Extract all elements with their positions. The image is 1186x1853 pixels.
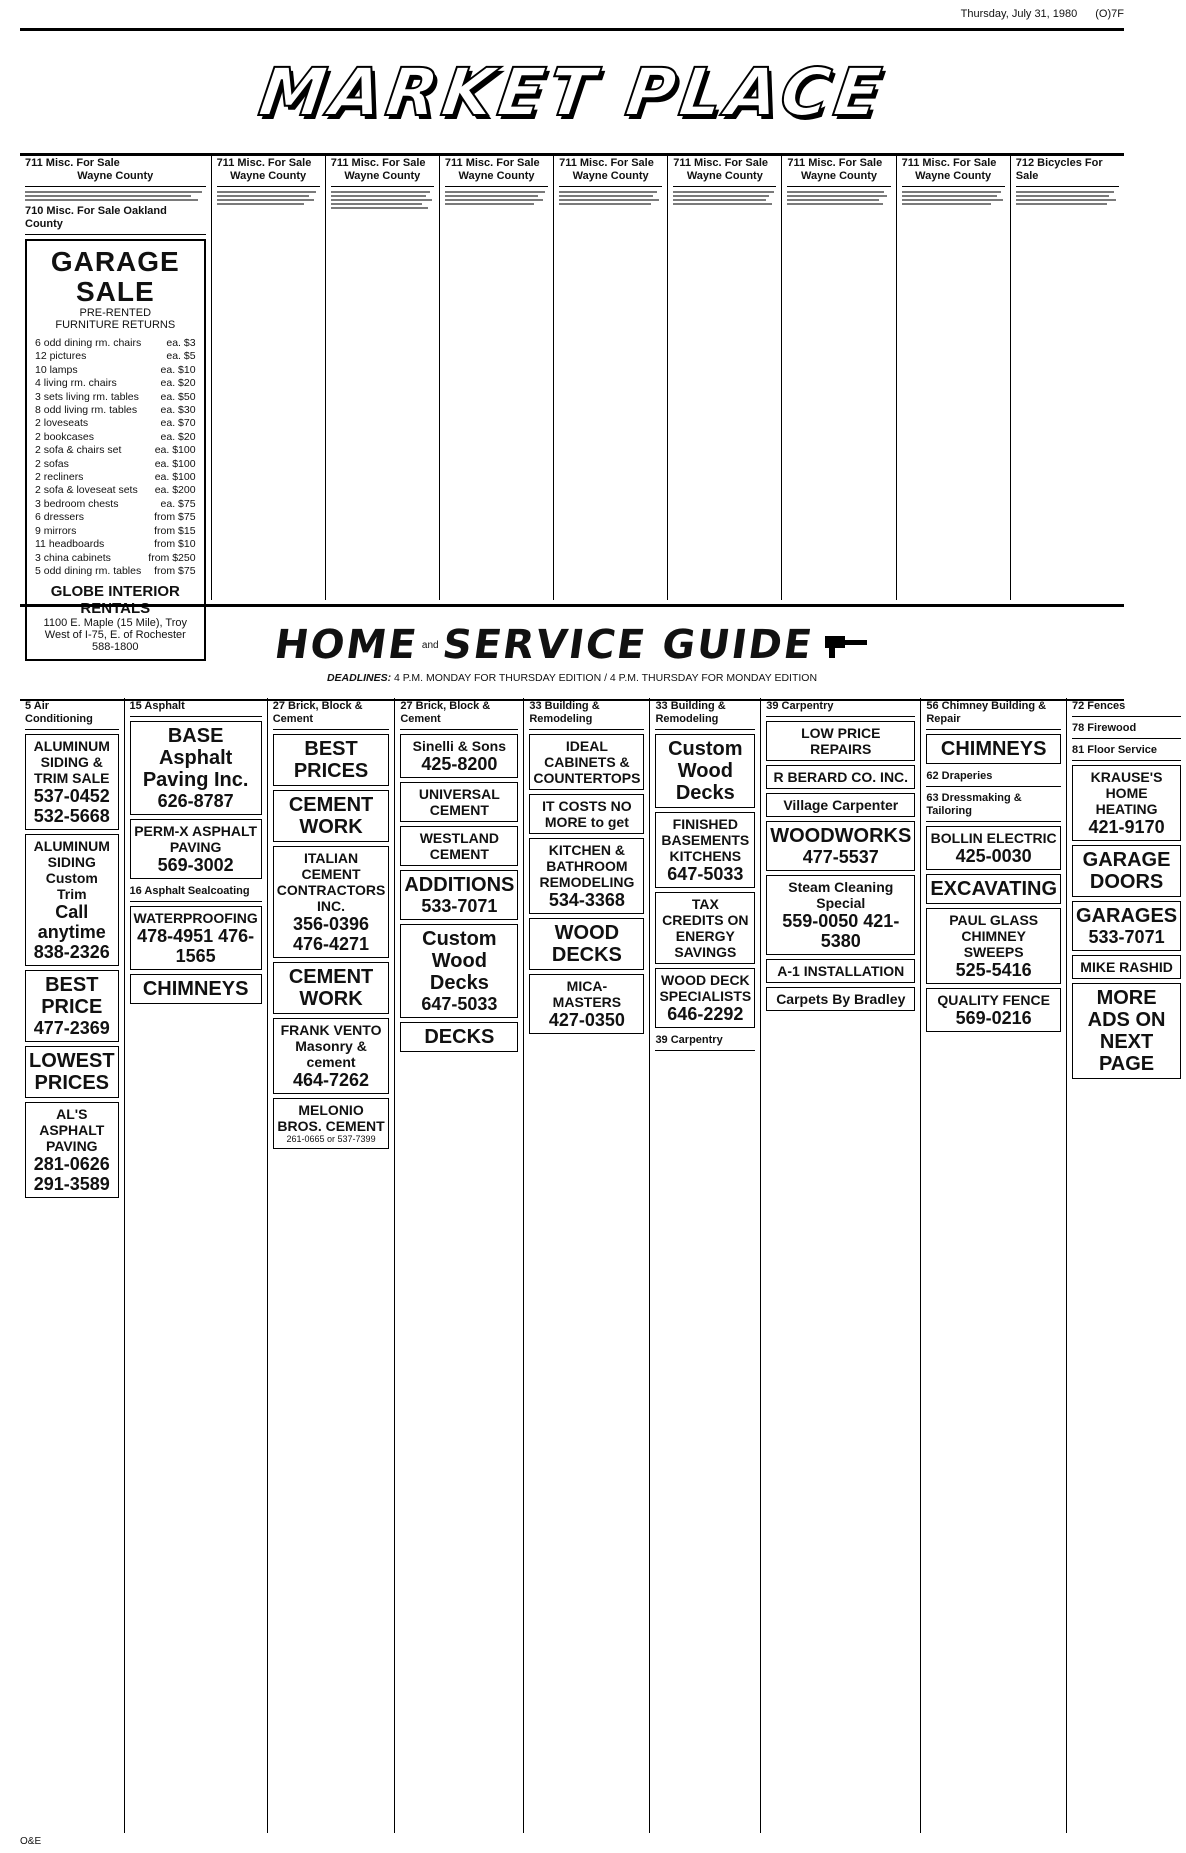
list-item: 12 pictures ea. $5 xyxy=(35,350,196,363)
service-ad: ADDITIONS 533-7071 xyxy=(400,870,518,920)
classified-text-block xyxy=(787,191,890,205)
classified-column-2 xyxy=(212,155,326,600)
service-ad: LOWEST PRICES xyxy=(25,1046,119,1098)
service-ad: ITALIAN CEMENT CONTRACTORS INC. 356-0396 476-4271 xyxy=(273,846,390,958)
service-ad: ALUMINUM SIDING & TRIM SALE 537-0452 532-5668 xyxy=(25,734,119,830)
service-ad: BOLLIN ELECTRIC 425-0030 xyxy=(926,826,1061,870)
service-ad: KITCHEN & BATHROOM REMODELING 534-3368 xyxy=(529,838,644,914)
category-heading: 33 Building & Remodeling xyxy=(529,698,644,730)
classified-text-block xyxy=(25,191,206,201)
service-column-4 xyxy=(395,698,524,1833)
category-heading: 711 Misc. For Sale Wayne County xyxy=(673,155,776,187)
service-column-2 xyxy=(125,698,268,1833)
service-ad: CHIMNEYS xyxy=(926,734,1061,764)
classified-text-block xyxy=(1016,191,1119,205)
deadlines-text: 4 P.M. MONDAY FOR THURSDAY EDITION / 4 P.M. THURSDAY FOR MONDAY EDITION xyxy=(394,672,818,684)
service-ad: Village Carpenter xyxy=(766,793,915,817)
ad-phone: 533-7071 xyxy=(1088,927,1165,947)
service-ad: WOODWORKS 477-5537 xyxy=(766,821,915,871)
service-ad: BEST PRICE 477-2369 xyxy=(25,970,119,1042)
garage-sale-subtitle: PRE-RENTED FURNITURE RETURNS xyxy=(55,307,176,331)
ad-phone: 464-7262 xyxy=(293,1070,370,1090)
ad-phone: 533-7071 xyxy=(421,896,498,916)
page-header xyxy=(20,6,1124,22)
store-name: GLOBE INTERIOR RENTALS xyxy=(50,583,180,618)
classified-column-5 xyxy=(554,155,668,600)
ad-phone: 647-5033 xyxy=(667,864,744,884)
category-heading: 56 Chimney Building & Repair xyxy=(926,698,1061,730)
classified-column-6 xyxy=(668,155,782,600)
list-item: 9 mirrors from $15 xyxy=(35,524,196,537)
category-heading: 16 Asphalt Sealcoating xyxy=(130,883,262,902)
category-heading: 72 Fences xyxy=(1072,698,1181,717)
service-ad: IDEAL CABINETS & COUNTERTOPS xyxy=(529,734,644,790)
ad-phone: 478-4951 476-1565 xyxy=(137,926,255,966)
list-item: 2 sofa & loveseat sets ea. $200 xyxy=(35,484,196,497)
service-ad: FINISHED BASEMENTS KITCHENS 647-5033 xyxy=(655,812,755,888)
list-item: 2 sofa & chairs set ea. $100 xyxy=(35,444,196,457)
service-ad: GARAGES 533-7071 xyxy=(1072,901,1181,951)
service-ad: TAX CREDITS ON ENERGY SAVINGS xyxy=(655,892,755,964)
service-ad: ALUMINUM SIDING Custom Trim Call anytime 838-2326 xyxy=(25,834,119,966)
page-number: (O)7F xyxy=(1095,8,1124,20)
ad-phone: 356-0396 476-4271 xyxy=(293,914,370,954)
market-place-banner xyxy=(20,28,1124,156)
classified-text-block xyxy=(331,191,434,209)
service-ad: PAUL GLASS CHIMNEY SWEEPS 525-5416 xyxy=(926,908,1061,984)
garage-sale-title: GARAGE SALE xyxy=(50,246,180,307)
home-service-title xyxy=(272,622,868,668)
category-heading: 711 Misc. For Sale Wayne County xyxy=(331,155,434,187)
page-footer-code: O&E xyxy=(20,1836,42,1847)
ad-phone: 261-0665 or 537-7399 xyxy=(286,1134,376,1144)
list-item: 6 odd dining rm. chairs ea. $3 xyxy=(35,337,196,349)
service-ad: A-1 INSTALLATION xyxy=(766,959,915,983)
list-item: 2 recliners ea. $100 xyxy=(35,471,196,484)
ad-phone: 646-2292 xyxy=(667,1004,744,1024)
category-heading: 27 Brick, Block & Cement xyxy=(400,698,518,730)
classified-text-block xyxy=(559,191,662,205)
ad-phone: 425-0030 xyxy=(955,846,1032,866)
service-ad: WOOD DECK SPECIALISTS 646-2292 xyxy=(655,968,755,1028)
list-item: 2 bookcases ea. $20 xyxy=(35,430,196,443)
deadlines-line xyxy=(327,672,817,684)
ad-phone: 647-5033 xyxy=(421,994,498,1014)
category-heading: 27 Brick, Block & Cement xyxy=(273,698,390,730)
ad-phone: 425-8200 xyxy=(421,754,498,774)
service-ad: WESTLAND CEMENT xyxy=(400,826,518,866)
list-item: 2 loveseats ea. $70 xyxy=(35,417,196,430)
category-heading: 711 Misc. For Sale Wayne County xyxy=(902,155,1005,187)
service-ad: CHIMNEYS xyxy=(130,974,262,1004)
service-ad: DECKS xyxy=(400,1022,518,1052)
category-heading: 81 Floor Service xyxy=(1072,742,1181,761)
service-ad: BEST PRICES xyxy=(273,734,390,786)
service-column-3 xyxy=(268,698,396,1833)
list-item: 3 bedroom chests ea. $75 xyxy=(35,497,196,510)
service-ad: WATERPROOFING 478-4951 476-1565 xyxy=(130,906,262,970)
service-ad: UNIVERSAL CEMENT xyxy=(400,782,518,822)
service-column-5 xyxy=(524,698,650,1833)
ad-phone: 626-8787 xyxy=(157,791,234,811)
service-ad: AL'S ASPHALT PAVING 281-0626 291-3589 xyxy=(25,1102,119,1198)
service-ad: CEMENT WORK xyxy=(273,790,390,842)
service-ad: BASE Asphalt Paving Inc. 626-8787 xyxy=(130,721,262,815)
hammer-icon xyxy=(823,630,869,660)
list-item: 4 living rm. chairs ea. $20 xyxy=(35,377,196,390)
list-item: 10 lamps ea. $10 xyxy=(35,363,196,376)
service-ad: MIKE RASHID xyxy=(1072,955,1181,979)
ad-phone: 477-5537 xyxy=(802,847,879,867)
category-heading: 711 Misc. For Sale Wayne County xyxy=(217,155,320,187)
list-item: 11 headboards from $10 xyxy=(35,538,196,551)
service-ad: MELONIO BROS. CEMENT 261-0665 or 537-7399 xyxy=(273,1098,390,1149)
category-heading: 39 Carpentry xyxy=(655,1032,755,1051)
store-address-line2: West of I-75, E. of Rochester 588-1800 xyxy=(44,629,186,654)
ad-phone: 569-3002 xyxy=(157,855,234,875)
list-item: 8 odd living rm. tables ea. $30 xyxy=(35,404,196,417)
store-address: 1100 E. Maple (15 Mile), Troy xyxy=(43,617,188,630)
service-column-1 xyxy=(20,698,125,1833)
list-item: 2 sofas ea. $100 xyxy=(35,457,196,470)
classified-text-block xyxy=(902,191,1005,205)
ad-phone: 281-0626 291-3589 xyxy=(33,1154,110,1194)
ad-phone: 477-2369 xyxy=(33,1018,110,1038)
service-ad: Steam Cleaning Special 559-0050 421-5380 xyxy=(766,875,915,955)
category-heading: 711 Misc. For Sale Wayne County xyxy=(787,155,890,187)
category-heading: 712 Bicycles For Sale xyxy=(1016,155,1119,187)
category-heading: 63 Dressmaking & Tailoring xyxy=(926,790,1061,822)
service-ad: WOOD DECKS xyxy=(529,918,644,970)
service-ad: MICA-MASTERS 427-0350 xyxy=(529,974,644,1034)
service-ad: GARAGE DOORS xyxy=(1072,845,1181,897)
category-heading: 711 Misc. For Sale Wayne County xyxy=(445,155,548,187)
issue-date: Thursday, July 31, 1980 xyxy=(960,8,1078,20)
home-word: HOME xyxy=(272,622,422,668)
ad-phone: 421-9170 xyxy=(1088,817,1165,837)
service-column-8 xyxy=(921,698,1067,1833)
category-heading xyxy=(25,155,206,187)
service-ad: IT COSTS NO MORE to get xyxy=(529,794,644,834)
ad-phone: 525-5416 xyxy=(955,960,1032,980)
service-ad: Custom Wood Decks xyxy=(655,734,755,808)
ad-phone: 534-3368 xyxy=(548,890,625,910)
classified-column-1 xyxy=(20,155,212,654)
category-heading: 78 Firewood xyxy=(1072,720,1181,739)
category-heading: 39 Carpentry xyxy=(766,698,915,717)
classified-column-4 xyxy=(440,155,554,600)
list-item: 5 odd dining rm. tables from $75 xyxy=(35,564,196,577)
ad-phone: Call anytime 838-2326 xyxy=(33,902,110,962)
classified-column-3 xyxy=(326,155,440,600)
service-guide-word: SERVICE GUIDE xyxy=(439,622,816,668)
service-guide-columns xyxy=(20,698,1178,1833)
classified-column-9 xyxy=(1011,155,1124,600)
service-column-9 xyxy=(1067,698,1186,1833)
service-column-7 xyxy=(761,698,921,1833)
home-service-guide-banner xyxy=(20,604,1124,701)
service-ad: Custom Wood Decks 647-5033 xyxy=(400,924,518,1018)
service-ad: R BERARD CO. INC. xyxy=(766,765,915,789)
list-item: 3 china cabinets from $250 xyxy=(35,551,196,564)
category-subtitle: Wayne County xyxy=(77,170,154,182)
service-ad: FRANK VENTO Masonry & cement 464-7262 xyxy=(273,1018,390,1094)
garage-sale-items xyxy=(35,337,196,578)
classified-column-7 xyxy=(782,155,896,600)
service-ad: Sinelli & Sons 425-8200 xyxy=(400,734,518,778)
category-heading: 62 Draperies xyxy=(926,768,1061,787)
classified-text-block xyxy=(673,191,776,205)
service-ad: KRAUSE'S HOME HEATING 421-9170 xyxy=(1072,765,1181,841)
market-place-title: MARKET PLACE xyxy=(254,53,890,131)
deadlines-label: DEADLINES: xyxy=(326,672,392,684)
classified-column-8 xyxy=(897,155,1011,600)
category-heading: 15 Asphalt xyxy=(130,698,262,717)
service-ad: Carpets By Bradley xyxy=(766,987,915,1011)
oakland-heading: 710 Misc. For Sale Oakland County xyxy=(25,203,206,235)
service-ad: MORE ADS ON NEXT PAGE xyxy=(1072,983,1181,1079)
category-heading: 5 Air Conditioning xyxy=(25,698,119,730)
classified-text-block xyxy=(217,191,320,205)
list-item: 3 sets living rm. tables ea. $50 xyxy=(35,390,196,403)
garage-sale-ad xyxy=(25,239,206,661)
service-ad: LOW PRICE REPAIRS xyxy=(766,721,915,761)
category-heading: 33 Building & Remodeling xyxy=(655,698,755,730)
and-word: and xyxy=(421,639,439,651)
list-item: 6 dressers from $75 xyxy=(35,511,196,524)
service-ad: EXCAVATING xyxy=(926,874,1061,904)
ad-phone: 569-0216 xyxy=(955,1008,1032,1028)
service-column-6 xyxy=(650,698,761,1833)
category-title: 711 Misc. For Sale xyxy=(25,157,120,169)
category-heading: 711 Misc. For Sale Wayne County xyxy=(559,155,662,187)
ad-phone: 427-0350 xyxy=(548,1010,625,1030)
service-ad: CEMENT WORK xyxy=(273,962,390,1014)
service-ad: PERM-X ASPHALT PAVING 569-3002 xyxy=(130,819,262,879)
classified-text-block xyxy=(445,191,548,205)
service-ad: QUALITY FENCE 569-0216 xyxy=(926,988,1061,1032)
ad-phone: 559-0050 421-5380 xyxy=(782,911,900,951)
ad-phone: 537-0452 532-5668 xyxy=(33,786,110,826)
